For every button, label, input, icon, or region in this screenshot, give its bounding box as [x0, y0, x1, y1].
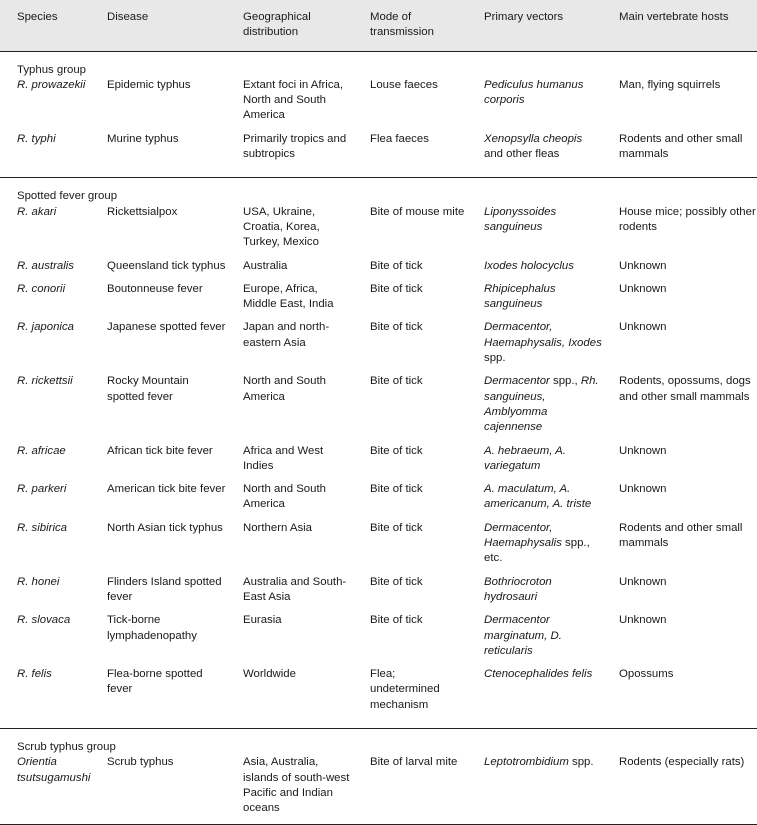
species-cell: R. felis	[17, 668, 52, 681]
species-cell: R. typhi	[17, 132, 56, 145]
species-cell: R. parkeri	[17, 483, 67, 496]
hosts-cell: Unknown	[619, 483, 667, 496]
table-header-row	[0, 0, 757, 51]
vector-name: Liponyssoides sanguineus	[484, 205, 557, 233]
disease-cell: Japanese spotted fever	[107, 321, 226, 334]
species-cell: R. akari	[17, 205, 57, 218]
distribution-cell: Africa and West Indies	[243, 444, 324, 472]
vector-name: Leptotrombidium	[484, 756, 569, 769]
mode-cell: Bite of tick	[370, 521, 423, 534]
distribution-cell: Japan and north-eastern Asia	[243, 321, 330, 349]
mode-cell: Louse faeces	[370, 78, 438, 91]
vectors-cell	[467, 613, 602, 667]
hosts-cell: Unknown	[619, 575, 667, 588]
table-row	[0, 282, 757, 321]
disease-cell: American tick bite fever	[107, 483, 226, 496]
vectors-cell	[467, 667, 602, 721]
disease-cell: Boutonneuse fever	[107, 282, 203, 295]
mode-cell: Bite of tick	[370, 483, 423, 496]
mode-cell: Bite of tick	[370, 444, 423, 457]
group-title: Typhus group	[17, 63, 87, 76]
group-heading-row	[0, 63, 757, 78]
vector-suffix: spp., etc.	[484, 537, 590, 565]
group-title: Spotted fever group	[17, 190, 118, 203]
disease-cell: Tick-borne lymphadenopathy	[107, 614, 197, 642]
group-heading-row	[0, 740, 757, 755]
table-row	[0, 205, 757, 259]
vector-name: Ctenocephalides felis	[484, 668, 593, 681]
vector-name: A. maculatum, A. americanum, A. triste	[484, 483, 592, 511]
disease-cell: North Asian tick typhus	[107, 521, 223, 534]
table-row	[0, 575, 757, 614]
mode-cell: Bite of tick	[370, 614, 423, 627]
vectors-cell	[467, 575, 602, 614]
species-cell: R. conorii	[17, 282, 66, 295]
species-cell: R. slovaca	[17, 614, 71, 627]
vector-name: Rh. sanguineus, Amblyomma cajennense	[484, 375, 599, 434]
group-separator	[0, 170, 757, 178]
distribution-cell: Europe, Africa, Middle East, India	[243, 282, 334, 311]
distribution-cell: Eurasia	[243, 614, 282, 627]
hosts-cell: Rodents (especially rats)	[619, 756, 745, 769]
header-disease: Disease	[90, 0, 226, 51]
vectors-cell	[467, 755, 602, 824]
disease-cell: Scrub typhus	[107, 756, 174, 769]
disease-cell: Murine typhus	[107, 132, 179, 145]
mode-cell: Bite of tick	[370, 321, 423, 334]
table-row	[0, 132, 757, 171]
vector-name: Bothriocroton hydrosauri	[484, 575, 552, 603]
mode-cell: Flea; undetermined mechanism	[370, 668, 440, 711]
species-cell: R. africae	[17, 444, 66, 457]
hosts-cell: Unknown	[619, 444, 667, 457]
vector-suffix: spp.	[568, 756, 594, 769]
header-distribution: Geographical distribution	[226, 0, 353, 51]
species-cell: R. prowazekii	[17, 78, 86, 91]
vector-suffix: and other fleas	[484, 148, 560, 161]
hosts-cell: Rodents, opossums, dogs and other small mammals	[619, 375, 751, 403]
table-row	[0, 613, 757, 667]
species-cell: R. sibirica	[17, 521, 68, 534]
vector-name: Dermacentor	[484, 375, 550, 388]
vectors-cell	[467, 205, 602, 259]
vector-name: A. hebraeum, A. variegatum	[484, 444, 566, 472]
mode-cell: Bite of mouse mite	[370, 205, 465, 218]
vector-name: Rhipicephalus sanguineus	[484, 282, 556, 311]
table-row	[0, 755, 757, 824]
hosts-cell: Unknown	[619, 282, 667, 295]
group-separator	[0, 721, 757, 729]
header-species: Species	[0, 0, 90, 51]
mode-cell: Bite of tick	[370, 282, 423, 295]
distribution-cell: North and South America	[243, 375, 326, 403]
species-cell: Orientia tsutsugamushi	[17, 756, 91, 784]
disease-cell: Rocky Mountain spotted fever	[107, 375, 189, 403]
vector-name: Dermacentor marginatum, D. reticularis	[484, 614, 562, 657]
disease-cell: Epidemic typhus	[107, 78, 191, 91]
vectors-cell	[467, 259, 602, 282]
table-row	[0, 521, 757, 575]
vectors-cell	[467, 482, 602, 521]
header-vectors: Primary vectors	[467, 0, 602, 51]
vector-suffix: spp.,	[549, 375, 581, 388]
table-row	[0, 320, 757, 374]
disease-cell: Flinders Island spotted fever	[107, 575, 222, 603]
table-row	[0, 482, 757, 521]
header-hosts: Main vertebrate hosts	[602, 0, 757, 51]
species-cell: R. australis	[17, 259, 74, 272]
species-cell: R. honei	[17, 575, 60, 588]
vectors-cell	[467, 374, 602, 443]
species-cell: R. rickettsii	[17, 375, 73, 388]
disease-cell: Queensland tick typhus	[107, 259, 226, 272]
distribution-cell: Australia and South-East Asia	[243, 575, 347, 603]
vectors-cell	[467, 282, 602, 321]
disease-cell: Rickettsialpox	[107, 205, 178, 218]
vector-name: Xenopsylla cheopis	[484, 132, 583, 145]
group-title: Scrub typhus group	[17, 740, 116, 753]
distribution-cell: Asia, Australia, islands of south-west Pacific and Indian oceans	[243, 756, 350, 815]
hosts-cell: Rodents and other small mammals	[619, 132, 743, 161]
table-row	[0, 667, 757, 721]
distribution-cell: Australia	[243, 259, 288, 272]
mode-cell: Flea faeces	[370, 132, 429, 145]
vectors-cell	[467, 320, 602, 374]
header-mode: Mode of transmission	[353, 0, 467, 51]
table-row	[0, 444, 757, 483]
vectors-cell	[467, 78, 602, 132]
species-cell: R. japonica	[17, 321, 74, 334]
mode-cell: Bite of larval mite	[370, 756, 458, 769]
hosts-cell: Unknown	[619, 321, 667, 334]
vector-name: Ixodes holocyclus	[484, 259, 574, 272]
distribution-cell: Primarily tropics and subtropics	[243, 132, 347, 161]
mode-cell: Bite of tick	[370, 375, 423, 388]
mode-cell: Bite of tick	[370, 259, 423, 272]
table-row	[0, 374, 757, 443]
table-row	[0, 259, 757, 282]
disease-cell: African tick bite fever	[107, 444, 213, 457]
distribution-cell: North and South America	[243, 483, 326, 511]
hosts-cell: Rodents and other small mammals	[619, 521, 743, 550]
table-body	[0, 51, 757, 825]
hosts-cell: Unknown	[619, 614, 667, 627]
group-heading-row	[0, 189, 757, 204]
disease-cell: Flea-borne spotted fever	[107, 668, 203, 696]
mode-cell: Bite of tick	[370, 575, 423, 588]
hosts-cell: Man, flying squirrels	[619, 78, 721, 91]
distribution-cell: USA, Ukraine, Croatia, Korea, Turkey, Mexico	[243, 205, 320, 249]
distribution-cell: Extant foci in Africa, North and South America	[243, 78, 344, 122]
table-row	[0, 78, 757, 132]
hosts-cell: Opossums	[619, 668, 674, 681]
hosts-cell: Unknown	[619, 259, 667, 272]
vectors-cell	[467, 521, 602, 575]
hosts-cell: House mice; possibly other rodents	[619, 205, 756, 233]
vector-suffix: spp.	[484, 352, 506, 365]
vectors-cell	[467, 132, 602, 171]
distribution-cell: Worldwide	[243, 668, 296, 681]
vector-name: Dermacentor, Haemaphysalis, Ixodes	[484, 321, 602, 349]
distribution-cell: Northern Asia	[243, 521, 313, 534]
vector-name: Pediculus humanus corporis	[484, 78, 584, 107]
vector-name: Dermacentor, Haemaphysalis	[484, 521, 562, 550]
vectors-cell	[467, 444, 602, 483]
